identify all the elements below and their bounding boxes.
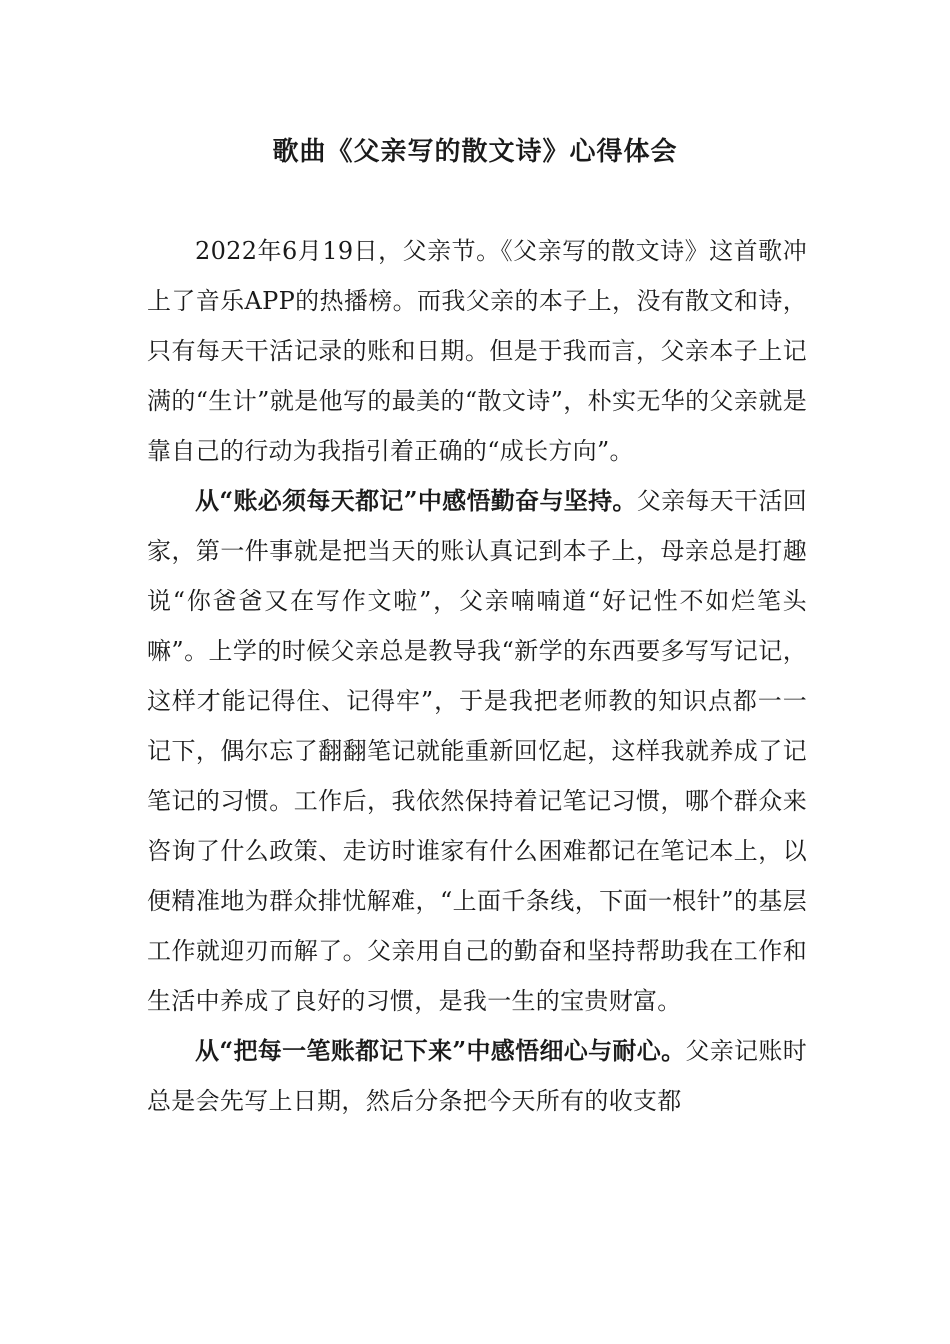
paragraph-lead: 从“账必须每天都记”中感悟勤奋与坚持。: [195, 486, 637, 515]
paragraph-text: 父亲每天干活回家，第一件事就是把当天的账认真记到本子上，母亲总是打趣说“你爸爸又在写作文啦”，父亲喃喃道“好记性不如烂笔头嘛”。上学的时候父亲总是教导我“新学的东西要多写写记记，这样才能记得住、记得牢”，于是我把老师教的知识点都一一记下，偶尔忘了翻翻笔记就能重新回忆起，这样我就养成了记笔记的习惯。工作后，我依然保持着记笔记习惯，哪个群众来咨询了什么政策、走访时谁家有什么困难都记在笔记本上，以便精准地为群众排忧解难，“上面千条线，下面一根针”的基层工作就迎刃而解了。父亲用自己的勤奋和坚持帮助我在工作和生活中养成了良好的习惯，是我一生的宝贵财富。: [147, 487, 807, 1015]
document-title: 歌曲《父亲写的散文诗》心得体会: [272, 137, 678, 167]
document-body: [147, 226, 807, 1126]
paragraph-text: 2022年6月19日，父亲节。《父亲写的散文诗》这首歌冲上了音乐APP的热播榜。而我父亲的本子上，没有散文和诗，只有每天干活记录的账和日期。但是于我而言，父亲本子上记满的“生计”就是他写的最美的“散文诗”，朴实无华的父亲就是靠自己的行动为我指引着正确的“成长方向”。: [147, 237, 807, 465]
paragraph-1: [147, 226, 807, 476]
paragraph-text: 父亲记账时总是会先写上日期，然后分条把今天所有的收支都: [147, 1037, 807, 1115]
paragraph-3: [147, 1026, 807, 1126]
paragraph-lead: 从“把每一笔账都记下来”中感悟细心与耐心。: [195, 1036, 686, 1065]
paragraph-2: [147, 476, 807, 1026]
